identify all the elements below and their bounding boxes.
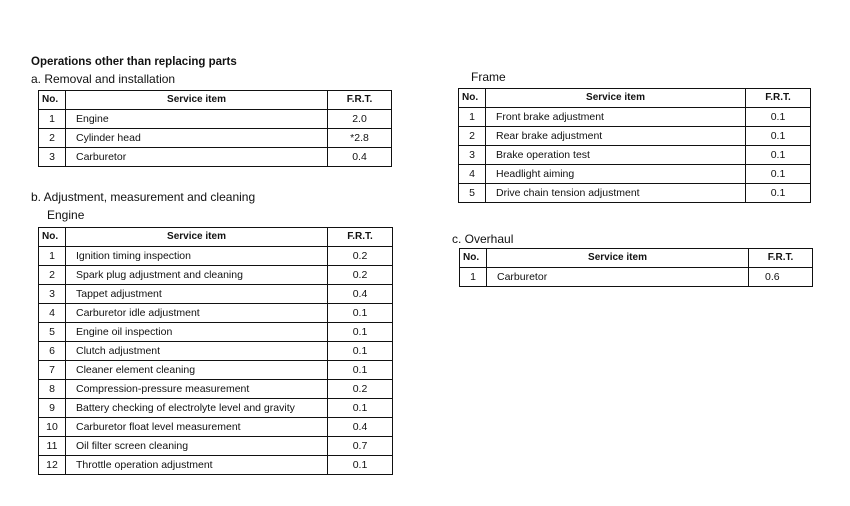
row-service-item: Carburetor idle adjustment (66, 304, 328, 323)
table-row (39, 110, 392, 129)
table-header-row (39, 91, 392, 110)
row-service-item: Rear brake adjustment (486, 127, 746, 146)
col-header-service-item: Service item (486, 89, 746, 108)
table-row (39, 342, 393, 361)
row-no: 1 (460, 268, 487, 287)
row-service-item: Carburetor (487, 268, 749, 287)
row-no: 3 (39, 148, 66, 167)
col-header-service-item: Service item (487, 249, 749, 268)
row-frt: 0.1 (746, 146, 811, 165)
row-service-item: Engine (66, 110, 328, 129)
row-no: 5 (459, 184, 486, 203)
row-frt: 2.0 (328, 110, 392, 129)
table-row (39, 437, 393, 456)
row-no: 2 (39, 129, 66, 148)
row-frt: 0.1 (746, 184, 811, 203)
row-no: 7 (39, 361, 66, 380)
row-frt: 0.2 (328, 266, 393, 285)
table-header-row (460, 249, 813, 268)
row-no: 12 (39, 456, 66, 475)
col-header-no: No. (460, 249, 487, 268)
table-row (39, 304, 393, 323)
row-no: 3 (459, 146, 486, 165)
row-no: 10 (39, 418, 66, 437)
table-row (39, 323, 393, 342)
row-frt: 0.2 (328, 380, 393, 399)
row-no: 1 (39, 247, 66, 266)
col-header-no: No. (39, 91, 66, 110)
engine-adjustment-table (38, 227, 393, 475)
row-no: 2 (39, 266, 66, 285)
table-row (39, 129, 392, 148)
row-no: 1 (39, 110, 66, 129)
row-service-item: Clutch adjustment (66, 342, 328, 361)
row-no: 6 (39, 342, 66, 361)
table-row (39, 380, 393, 399)
table-row (459, 184, 811, 203)
row-frt: *2.8 (328, 129, 392, 148)
table-row (460, 268, 813, 287)
col-header-frt: F.R.T. (749, 249, 813, 268)
col-header-frt: F.R.T. (328, 91, 392, 110)
col-header-frt: F.R.T. (328, 228, 393, 247)
table-row (459, 146, 811, 165)
row-frt: 0.4 (328, 148, 392, 167)
row-no: 2 (459, 127, 486, 146)
row-frt: 0.6 (749, 268, 813, 287)
frame-subheading: Frame (471, 70, 506, 84)
row-no: 3 (39, 285, 66, 304)
row-frt: 0.1 (328, 456, 393, 475)
table-row (39, 361, 393, 380)
row-frt: 0.4 (328, 418, 393, 437)
table-row (459, 127, 811, 146)
row-service-item: Battery checking of electrolyte level and gravity (66, 399, 328, 418)
row-frt: 0.1 (328, 361, 393, 380)
row-service-item: Brake operation test (486, 146, 746, 165)
row-frt: 0.4 (328, 285, 393, 304)
col-header-frt: F.R.T. (746, 89, 811, 108)
row-no: 8 (39, 380, 66, 399)
table-row (39, 285, 393, 304)
section-adjustment-label: b. Adjustment, measurement and cleaning (31, 190, 256, 204)
col-header-no: No. (39, 228, 66, 247)
row-service-item: Ignition timing inspection (66, 247, 328, 266)
row-no: 11 (39, 437, 66, 456)
table-row (39, 418, 393, 437)
row-frt: 0.1 (328, 399, 393, 418)
table-row (39, 456, 393, 475)
row-service-item: Throttle operation adjustment (66, 456, 328, 475)
col-header-service-item: Service item (66, 91, 328, 110)
row-service-item: Carburetor (66, 148, 328, 167)
row-no: 4 (459, 165, 486, 184)
row-no: 4 (39, 304, 66, 323)
row-service-item: Tappet adjustment (66, 285, 328, 304)
col-header-service-item: Service item (66, 228, 328, 247)
table-row (39, 247, 393, 266)
row-service-item: Spark plug adjustment and cleaning (66, 266, 328, 285)
section-overhaul-label: c. Overhaul (452, 232, 514, 246)
table-header-row (459, 89, 811, 108)
row-frt: 0.2 (328, 247, 393, 266)
row-service-item: Oil filter screen cleaning (66, 437, 328, 456)
frame-table (458, 88, 811, 203)
table-row (459, 108, 811, 127)
table-row (39, 148, 392, 167)
row-service-item: Cleaner element cleaning (66, 361, 328, 380)
row-frt: 0.7 (328, 437, 393, 456)
row-service-item: Engine oil inspection (66, 323, 328, 342)
removal-table (38, 90, 392, 167)
row-frt: 0.1 (328, 323, 393, 342)
row-no: 5 (39, 323, 66, 342)
table-row (39, 399, 393, 418)
row-service-item: Front brake adjustment (486, 108, 746, 127)
row-no: 9 (39, 399, 66, 418)
row-frt: 0.1 (746, 127, 811, 146)
row-frt: 0.1 (328, 304, 393, 323)
page-title: Operations other than replacing parts (31, 56, 237, 68)
row-service-item: Carburetor float level measurement (66, 418, 328, 437)
table-row (39, 266, 393, 285)
overhaul-table (459, 248, 813, 287)
row-service-item: Headlight aiming (486, 165, 746, 184)
table-header-row (39, 228, 393, 247)
row-frt: 0.1 (746, 165, 811, 184)
row-service-item: Drive chain tension adjustment (486, 184, 746, 203)
row-no: 1 (459, 108, 486, 127)
row-frt: 0.1 (328, 342, 393, 361)
row-service-item: Compression-pressure measurement (66, 380, 328, 399)
row-service-item: Cylinder head (66, 129, 328, 148)
row-frt: 0.1 (746, 108, 811, 127)
engine-subheading: Engine (47, 208, 85, 222)
table-row (459, 165, 811, 184)
col-header-no: No. (459, 89, 486, 108)
section-removal-label: a. Removal and installation (31, 72, 176, 86)
